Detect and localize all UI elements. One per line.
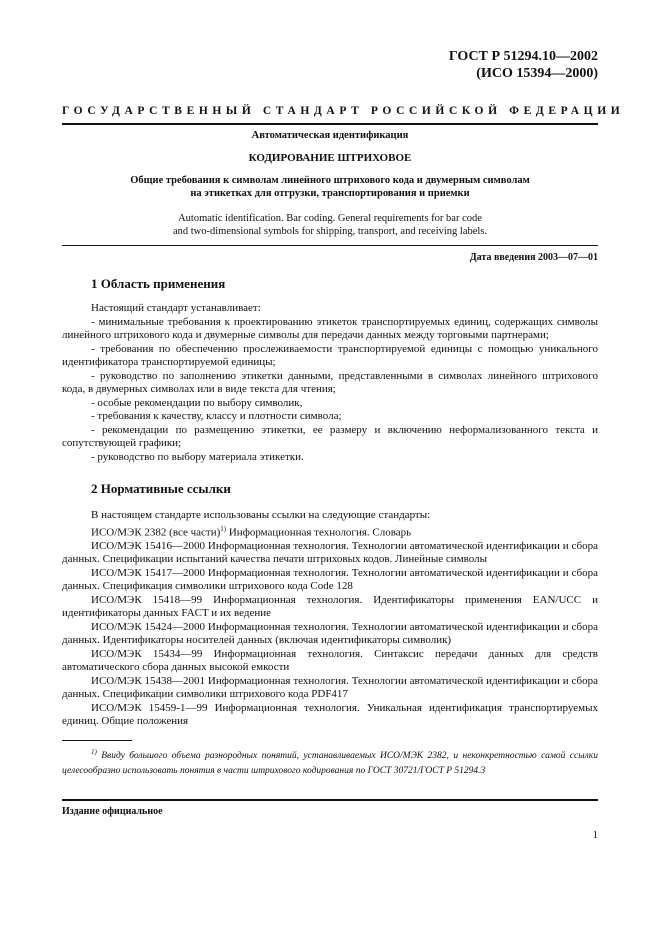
topic-title: Автоматическая идентификация — [251, 130, 409, 141]
standard-code-gost: ГОСТ Р 51294.10—2002 — [448, 49, 598, 64]
footnote — [62, 745, 598, 779]
section-1-heading: 1 Область применения — [91, 276, 226, 291]
reference-item: ИСО/МЭК 15459-1—99 Информационная технология. Уникальная идентификация транспортируемых единиц. Общие положения — [62, 701, 598, 728]
section-2-body — [62, 509, 598, 729]
paragraph: - руководство по заполнению этикетки данными, представленными в символах линейного штрихового кода, в двумерных символах или в виде текста для чтения; — [62, 369, 598, 395]
reference-code: ИСО/МЭК 2382 (все части) — [91, 526, 221, 539]
english-title-line-2: and two-dimensional symbols for shipping, transport, and receiving labels. — [172, 226, 488, 237]
reference-item: ИСО/МЭК 15416—2000 Информационная технология. Технологии автоматической идентификации и сбора данных. Спецификации испытаний качества печати штриховых кодов. Линейные символы — [62, 539, 598, 566]
reference-item: ИСО/МЭК 15434—99 Информационная технология. Синтаксис передачи данных для средств автоматического сбора данных высокой емкости — [62, 647, 598, 674]
paragraph: - требования по обеспечению прослеживаемости транспортируемой единицы с помощью уникального идентификатора транспортируемой единицы; — [62, 342, 598, 368]
subtitle-line-2: на этикетках для отгрузки, транспортирования и приемки — [190, 188, 470, 199]
paragraph: В настоящем стандарте использованы ссылки на следующие стандарты: — [91, 509, 431, 521]
reference-title: Информационная технология. Словарь — [226, 526, 412, 539]
reference-item: ИСО/МЭК 15438—2001 Информационная технология. Технологии автоматической идентификации и сбора данных. Спецификации символики штрихового кода PDF417 — [62, 674, 598, 701]
official-edition-label: Издание официальное — [62, 806, 163, 817]
paragraph: - рекомендации по размещению этикетки, ее размеру и включению неформализованного текста и сопутствующей графики; — [62, 423, 598, 449]
paragraph: Настоящий стандарт устанавливает: — [91, 302, 261, 314]
footer-rule — [62, 799, 598, 801]
section-2-heading: 2 Нормативные ссылки — [91, 481, 231, 496]
subtitle — [62, 174, 598, 200]
reference-item — [62, 523, 598, 540]
paragraph: - требования к качеству, классу и плотности символа; — [91, 410, 342, 422]
standard-code-iso: (ИСО 15394—2000) — [476, 66, 598, 81]
page-number: 1 — [592, 829, 598, 841]
reference-item: ИСО/МЭК 15424—2000 Информационная технология. Технологии автоматической идентификации и сбора данных. Идентификаторы носителей данных (включая идентификаторы символик) — [62, 620, 598, 647]
paragraph: - руководство по выбору материала этикетки. — [91, 450, 304, 463]
title-rule — [62, 245, 598, 246]
reference-item: ИСО/МЭК 15417—2000 Информационная технология. Технологии автоматической идентификации и сбора данных. Спецификация символики штрихового кода Code 128 — [62, 566, 598, 593]
paragraph: - особые рекомендации по выбору символик, — [91, 396, 303, 409]
english-title-line-1: Automatic identification. Bar coding. General requirements for bar code — [178, 213, 482, 224]
english-title — [62, 212, 598, 238]
paragraph: - минимальные требования к проектированию этикеток транспортируемых единиц, содержащих символы линейного штрихового кода и двумерные символы для передачи данных между торговыми партнерами; — [62, 315, 598, 341]
footnote-rule — [62, 740, 132, 741]
header-rule — [62, 123, 598, 125]
footnote-mark: 1) — [91, 748, 97, 756]
section-1-body — [62, 302, 598, 464]
introduction-date: Дата введения 2003—07—01 — [469, 252, 598, 263]
footnote-marker: 1) — [220, 524, 227, 533]
standard-code — [449, 48, 598, 82]
subtitle-line-1: Общие требования к символам линейного штрихового кода и двумерным символам — [130, 175, 530, 186]
footnote-text: Ввиду большого объема разнородных понятий, устанавливаемых ИСО/МЭК 2382, и неконкретностью самой ссылки целесообразно использовать понятия в части штрихового кодирования по ГОСТ 30721/ГОСТ Р 51294.3 — [62, 751, 598, 777]
reference-item: ИСО/МЭК 15418—99 Информационная технология. Идентификаторы применения EAN/UCC и идентификаторы данных FACT и их ведение — [62, 593, 598, 620]
state-standard-banner: ГОСУДАРСТВЕННЫЙ СТАНДАРТ РОССИЙСКОЙ ФЕДЕРАЦИИ — [62, 105, 625, 117]
main-title: КОДИРОВАНИЕ ШТРИХОВОЕ — [248, 152, 412, 164]
